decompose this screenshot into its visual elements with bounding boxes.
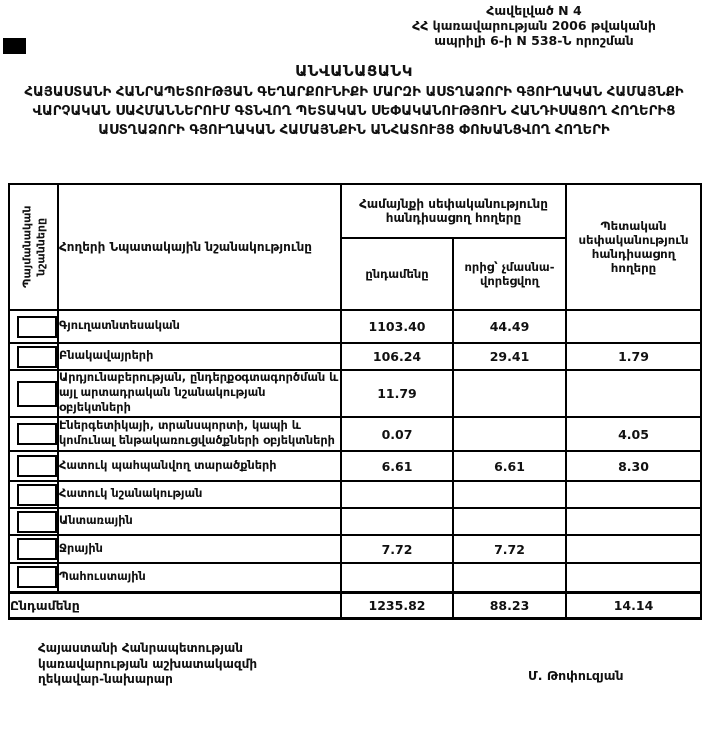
column-header-not-privatized: որից՝ չմասնավորեցվող bbox=[453, 238, 566, 310]
value-state: 4.05 bbox=[566, 417, 701, 451]
row-label: Պահուստային bbox=[58, 563, 341, 592]
symbol-cell bbox=[9, 310, 58, 343]
table-row-industrial bbox=[9, 370, 701, 417]
table-row-water bbox=[9, 535, 701, 563]
row-label: Հատուկ պահպանվող տարածքների bbox=[58, 451, 341, 481]
legend-checkbox bbox=[17, 538, 57, 560]
value-state: 1.79 bbox=[566, 343, 701, 370]
legend-checkbox bbox=[17, 381, 57, 407]
value-community-total: 1103.40 bbox=[341, 310, 453, 343]
value-state: 8.30 bbox=[566, 451, 701, 481]
total-state: 14.14 bbox=[566, 592, 701, 618]
value-community-total bbox=[341, 508, 453, 535]
value-not-privatized: 6.61 bbox=[453, 451, 566, 481]
value-community-total: 11.79 bbox=[341, 370, 453, 417]
page-subtitle: ՀԱՅԱՍՏԱՆԻ ՀԱՆՐԱՊԵՏՈՒԹՅԱՆ ԳԵՂԱՐՔՈՒՆԻՔԻ ՄԱՐԶԻ ԱՍՏՂԱՁՈՐԻ ԳՅՈՒՂԱԿԱՆ ՀԱՄԱՅՆՔԻ ՎԱՐՉԱԿԱՆ ՍԱՀՄԱՆՆԵՐՈՒՄ ԳՏՆՎՈՂ ՊԵՏԱԿԱՆ ՍԵՓԱԿԱՆՈՒԹՅՈՒՆ ՀԱՆԴԻՍԱՑՈՂ ՀՈՂԵՐԻՑ ԱՍՏՂԱՁՈՐԻ ԳՅՈՒՂԱԿԱՆ ՀԱՄԱՅՆՔԻՆ ԱՆՀԱՏՈՒՅՑ ՓՈԽԱՆՑՎՈՂ ՀՈՂԵՐԻ bbox=[24, 85, 684, 139]
value-state bbox=[566, 310, 701, 343]
row-label: Էներգետիկայի, տրանսպորտի, կապի և կոմունալ ենթակառուցվածքների օբյեկտների bbox=[58, 417, 341, 451]
total-label: Ընդամենը bbox=[9, 592, 341, 618]
appendix-line-2: ՀՀ կառավարության 2006 թվականի bbox=[412, 17, 656, 33]
land-table bbox=[8, 183, 702, 620]
legend-checkbox bbox=[17, 346, 57, 368]
symbol-cell bbox=[9, 370, 58, 417]
column-header-symbols-label: Պայմանական նշանները bbox=[19, 205, 47, 288]
appendix-reference bbox=[378, 4, 690, 48]
table-row-agricultural bbox=[9, 310, 701, 343]
value-not-privatized: 7.72 bbox=[453, 535, 566, 563]
symbol-cell bbox=[9, 481, 58, 508]
symbol-cell bbox=[9, 451, 58, 481]
table-row-reserve bbox=[9, 563, 701, 592]
table-row-energy-transport bbox=[9, 417, 701, 451]
signature-line-2: կառավարության աշխատակազմի bbox=[38, 656, 258, 671]
row-label: Հատուկ նշանակության bbox=[58, 481, 341, 508]
signatory-name: Մ. Թոփուզյան bbox=[528, 668, 624, 683]
value-not-privatized bbox=[453, 481, 566, 508]
value-not-privatized bbox=[453, 370, 566, 417]
value-not-privatized bbox=[453, 417, 566, 451]
page-title: ԱՆՎԱՆԱՑԱՆԿ bbox=[295, 62, 413, 80]
value-state bbox=[566, 370, 701, 417]
column-header-community-total: ընդամենը bbox=[341, 238, 453, 310]
appendix-line-3: ապրիլի 6-ի N 538-Ն որոշման bbox=[434, 32, 634, 48]
table-row-protected-areas bbox=[9, 451, 701, 481]
legend-checkbox bbox=[17, 455, 57, 477]
appendix-line-1: Հավելված N 4 bbox=[486, 3, 582, 18]
row-label: Անտառային bbox=[58, 508, 341, 535]
symbol-cell bbox=[9, 417, 58, 451]
total-community-total: 1235.82 bbox=[341, 592, 453, 618]
total-not-privatized: 88.23 bbox=[453, 592, 566, 618]
value-community-total bbox=[341, 563, 453, 592]
value-community-total: 6.61 bbox=[341, 451, 453, 481]
value-state bbox=[566, 563, 701, 592]
row-label: Ջրային bbox=[58, 535, 341, 563]
value-state bbox=[566, 481, 701, 508]
value-community-total bbox=[341, 481, 453, 508]
signature-block bbox=[38, 641, 257, 688]
legend-checkbox bbox=[17, 566, 57, 588]
table-header-row-1 bbox=[9, 184, 701, 238]
table-total-row bbox=[9, 592, 701, 618]
symbol-cell bbox=[9, 535, 58, 563]
table-row-settlements bbox=[9, 343, 701, 370]
symbol-cell bbox=[9, 508, 58, 535]
value-community-total: 106.24 bbox=[341, 343, 453, 370]
legend-checkbox bbox=[17, 484, 57, 506]
table-row-special-purpose bbox=[9, 481, 701, 508]
row-label: Արդյունաբերության, ընդերքօգտագործման և այլ արտադրական նշանակության օբյեկտների bbox=[58, 370, 341, 417]
column-header-state: Պետական սեփականություն հանդիսացող հողերը bbox=[566, 184, 701, 310]
value-not-privatized: 29.41 bbox=[453, 343, 566, 370]
scan-mark bbox=[3, 38, 26, 54]
row-label: Գյուղատնտեսական bbox=[58, 310, 341, 343]
table-row-forest bbox=[9, 508, 701, 535]
value-community-total: 0.07 bbox=[341, 417, 453, 451]
row-label: Բնակավայրերի bbox=[58, 343, 341, 370]
value-not-privatized: 44.49 bbox=[453, 310, 566, 343]
column-header-purpose: Հողերի Նպատակային նշանակությունը bbox=[58, 184, 341, 310]
value-not-privatized bbox=[453, 563, 566, 592]
value-state bbox=[566, 535, 701, 563]
value-not-privatized bbox=[453, 508, 566, 535]
symbol-cell bbox=[9, 563, 58, 592]
legend-checkbox bbox=[17, 511, 57, 533]
symbol-cell bbox=[9, 343, 58, 370]
column-header-symbols bbox=[9, 184, 58, 310]
value-state bbox=[566, 508, 701, 535]
signature-line-3: ղեկավար-նախարար bbox=[38, 672, 173, 687]
legend-checkbox bbox=[17, 316, 57, 338]
signature-line-1: Հայաստանի Հանրապետության bbox=[38, 641, 243, 655]
legend-checkbox bbox=[17, 423, 57, 445]
value-community-total: 7.72 bbox=[341, 535, 453, 563]
column-header-community-group: Համայնքի սեփականությունը հանդիսացող հողերը bbox=[341, 184, 566, 238]
